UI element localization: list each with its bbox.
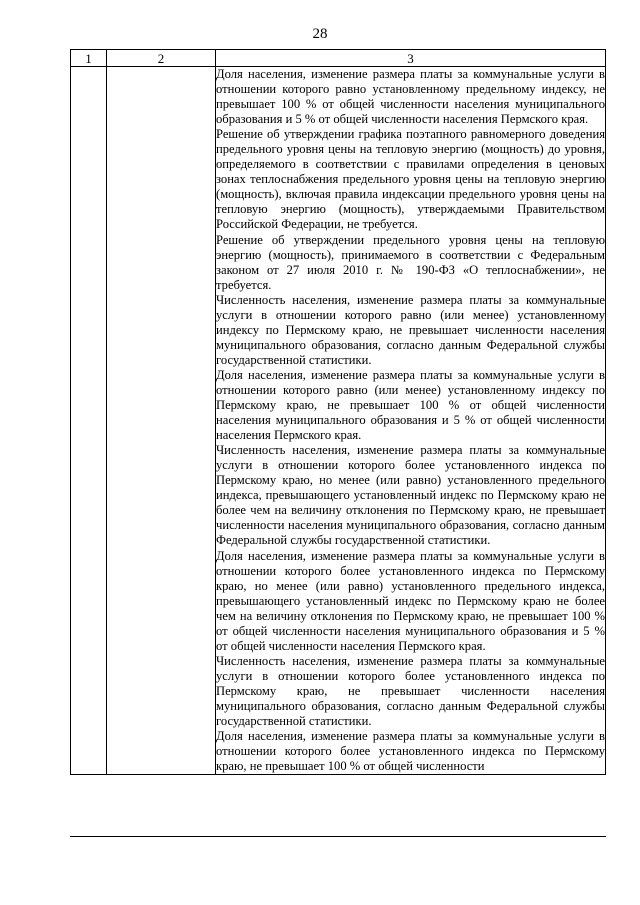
paragraph: Численность населения, изменение размера платы за коммунальные услуги в отношении которого более установленного индекса по Пермскому краю, но менее (или равно) установленного предельного индекса, превышающего установленный индекс по Пермскому краю не более чем на величину отклонения по Пермскому краю, не превышает численности населения муниципального образования, согласно данным Федеральной службы государственной статистики. (216, 443, 605, 548)
column-1-cell (71, 67, 107, 775)
paragraph: Доля населения, изменение размера платы за коммунальные услуги в отношении которого более установленного индекса по Пермскому краю, не превышает 100 % от общей численности (216, 729, 605, 774)
column-3-cell (216, 67, 606, 775)
paragraph: Численность населения, изменение размера платы за коммунальные услуги в отношении которого равно (или менее) установленному индексу по Пермскому краю, не превышает численности населения муниципального образования, согласно данным Федеральной службы государственной статистики. (216, 292, 605, 367)
column-header-1: 1 (71, 50, 107, 67)
table-header-row (71, 50, 606, 67)
paragraph: Доля населения, изменение размера платы за коммунальные услуги в отношении которого более установленного индекса по Пермскому краю, но менее (или равно) установленного предельного индекса, превышающего установленный индекс по Пермскому краю не более чем на величину отклонения по Пермскому краю, не превышает 100 % от общей численности населения муниципального образования и 5 % от общей численности населения Пермского края. (216, 548, 605, 653)
table-row (71, 67, 606, 775)
table-bottom-border (70, 836, 606, 837)
column-2-cell (107, 67, 216, 775)
page-number: 28 (312, 26, 328, 42)
column-header-2: 2 (107, 50, 216, 67)
paragraph: Доля населения, изменение размера платы за коммунальные услуги в отношении которого равно установленному предельному индексу, не превышает 100 % от общей численности населения муниципального образования и 5 % от общей численности населения Пермского края. (216, 67, 605, 127)
content-table (70, 49, 606, 775)
paragraph: Решение об утверждении предельного уровня цены на тепловую энергию (мощность), принимаемого в соответствии с Федеральным законом от 27 июля 2010 г. № 190-ФЗ «О теплоснабжении», не требуется. (216, 232, 605, 292)
paragraph: Численность населения, изменение размера платы за коммунальные услуги в отношении которого более установленного индекса по Пермскому краю, не превышает численности населения муниципального образования, согласно данным Федеральной службы государственной статистики. (216, 653, 605, 729)
paragraph: Доля населения, изменение размера платы за коммунальные услуги в отношении которого равно (или менее) установленному индексу по Пермскому краю, не превышает 100 % от общей численности населения муниципального образования и 5 % от общей численности населения Пермского края. (216, 367, 605, 443)
column-header-3: 3 (216, 50, 606, 67)
paragraph: Решение об утверждении графика поэтапного равномерного доведения предельного уровня цены на тепловую энергию (мощность) до уровня, определяемого в соответствии с правилами определения в ценовых зонах теплоснабжения предельного уровня цены на тепловую энергию (мощность), включая правила индексации предельного уровня цены на тепловую энергию (мощность), утверждаемыми Правительством Российской Федерации, не требуется. (216, 127, 605, 232)
